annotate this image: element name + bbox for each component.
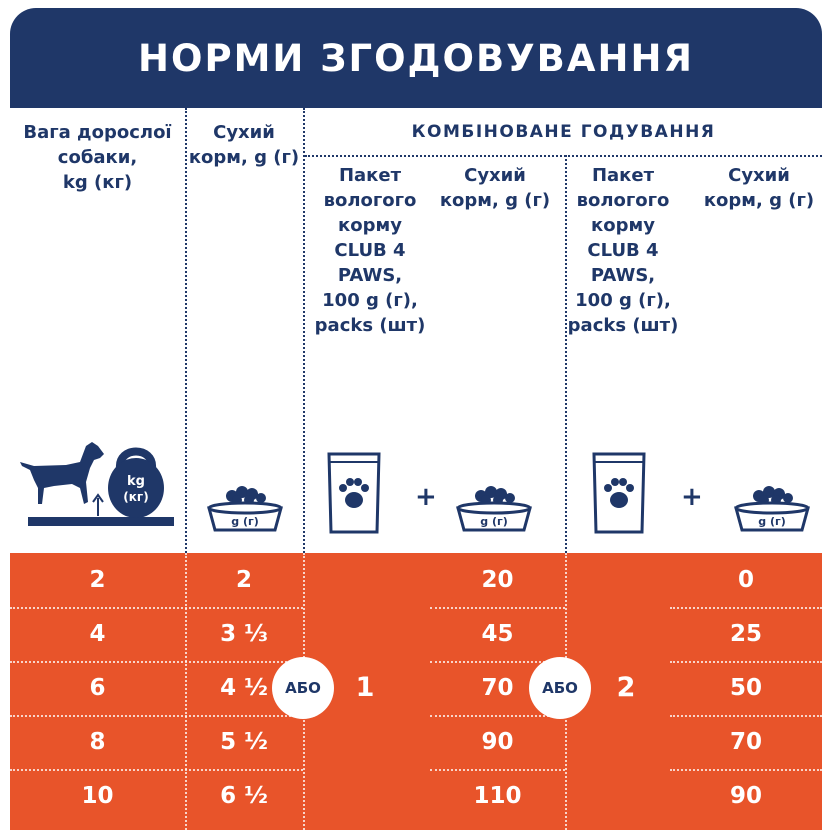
scale-platform [28, 517, 174, 526]
pack-count: 2 [616, 672, 636, 703]
pack-header-line: 100 g (г), [322, 290, 418, 311]
combo-dry-cell: 45 [481, 621, 514, 647]
combo-dry-header-line: корм, g (г) [439, 190, 551, 211]
pack-header-line: Пакет [338, 165, 402, 186]
weight-header-line: kg (кг) [62, 172, 133, 193]
weight-column-header [10, 120, 185, 195]
dog-icon [20, 442, 104, 504]
combo-dry-cell: 50 [729, 675, 762, 701]
combo-dry-column-header-1 [430, 163, 560, 213]
dry-cell: 5 ½ [220, 729, 268, 755]
pack-header-line: вологого [576, 190, 670, 211]
or-badge: АБО [529, 657, 591, 719]
kettlebell-label: kg [127, 474, 145, 489]
pack-header-line: Пакет [591, 165, 655, 186]
feeding-chart [10, 8, 822, 830]
weight-cell: 2 [89, 567, 106, 593]
pack-header-line: CLUB 4 [334, 240, 406, 261]
dry-cell: 3 ⅓ [220, 621, 268, 647]
pack-column-header-1 [305, 163, 435, 338]
combined-header-divider [305, 155, 822, 157]
pouch-icon [590, 448, 648, 536]
dog-weight-icon [14, 432, 184, 532]
pack-header-line: PAWS, [590, 265, 656, 286]
pack-header-line: PAWS, [337, 265, 403, 286]
svg-text:g (г): g (г) [480, 515, 508, 528]
combo-dry-header-line: Сухий [728, 165, 790, 186]
pack-header-line: вологого [323, 190, 417, 211]
weight-cell: 6 [89, 675, 106, 701]
combo-dry-cell: 90 [729, 783, 762, 809]
bowl-icon [454, 478, 534, 538]
plus-icon: + [681, 482, 703, 512]
weight-cell: 8 [89, 729, 106, 755]
svg-text:g (г): g (г) [758, 515, 786, 528]
bowl-icon [205, 478, 285, 538]
combo-dry-cell: 110 [473, 783, 522, 809]
dry-header-line: корм, g (г) [188, 147, 300, 168]
dry-cell: 4 ½ [220, 675, 268, 701]
pack-header-line: CLUB 4 [587, 240, 659, 261]
combo-dry-cell: 20 [481, 567, 514, 593]
combo-dry-cell: 0 [737, 567, 754, 593]
pouch-icon [325, 448, 383, 536]
combo-dry-cell: 70 [481, 675, 514, 701]
paw-icon [345, 492, 363, 508]
combined-feeding-header: КОМБІНОВАНЕ ГОДУВАННЯ [411, 122, 716, 142]
combo-dry-header-line: корм, g (г) [703, 190, 815, 211]
kettlebell-label: (кг) [123, 490, 149, 504]
pack-header-line: packs (шт) [567, 315, 679, 336]
dry-header-line: Сухий [213, 122, 275, 143]
header-banner [10, 8, 822, 108]
pack-header-line: корму [591, 215, 655, 236]
or-badge: АБО [272, 657, 334, 719]
pack-column-header-2 [558, 163, 688, 338]
pack-header-line: 100 g (г), [575, 290, 671, 311]
pack-count: 1 [355, 672, 375, 703]
combo-dry-cell: 25 [729, 621, 762, 647]
dry-cell: 2 [235, 567, 252, 593]
weight-header-line: Вага дорослої [23, 122, 172, 143]
dry-cell: 6 ½ [220, 783, 268, 809]
pack-header-line: packs (шт) [314, 315, 426, 336]
weight-cell: 4 [89, 621, 106, 647]
pack-header-line: корму [338, 215, 402, 236]
combo-dry-cell: 70 [729, 729, 762, 755]
combo-dry-header-line: Сухий [464, 165, 526, 186]
paw-icon [610, 492, 628, 508]
svg-text:g (г): g (г) [231, 515, 259, 528]
page-title: НОРМИ ЗГОДОВУВАННЯ [138, 36, 694, 80]
plus-icon: + [415, 482, 437, 512]
weight-header-line: собаки, [57, 147, 138, 168]
combo-dry-column-header-2 [696, 163, 822, 213]
column-divider [185, 108, 187, 553]
bowl-icon [732, 478, 812, 538]
dry-column-header [185, 120, 303, 170]
weight-cell: 10 [81, 783, 114, 809]
combo-dry-cell: 90 [481, 729, 514, 755]
